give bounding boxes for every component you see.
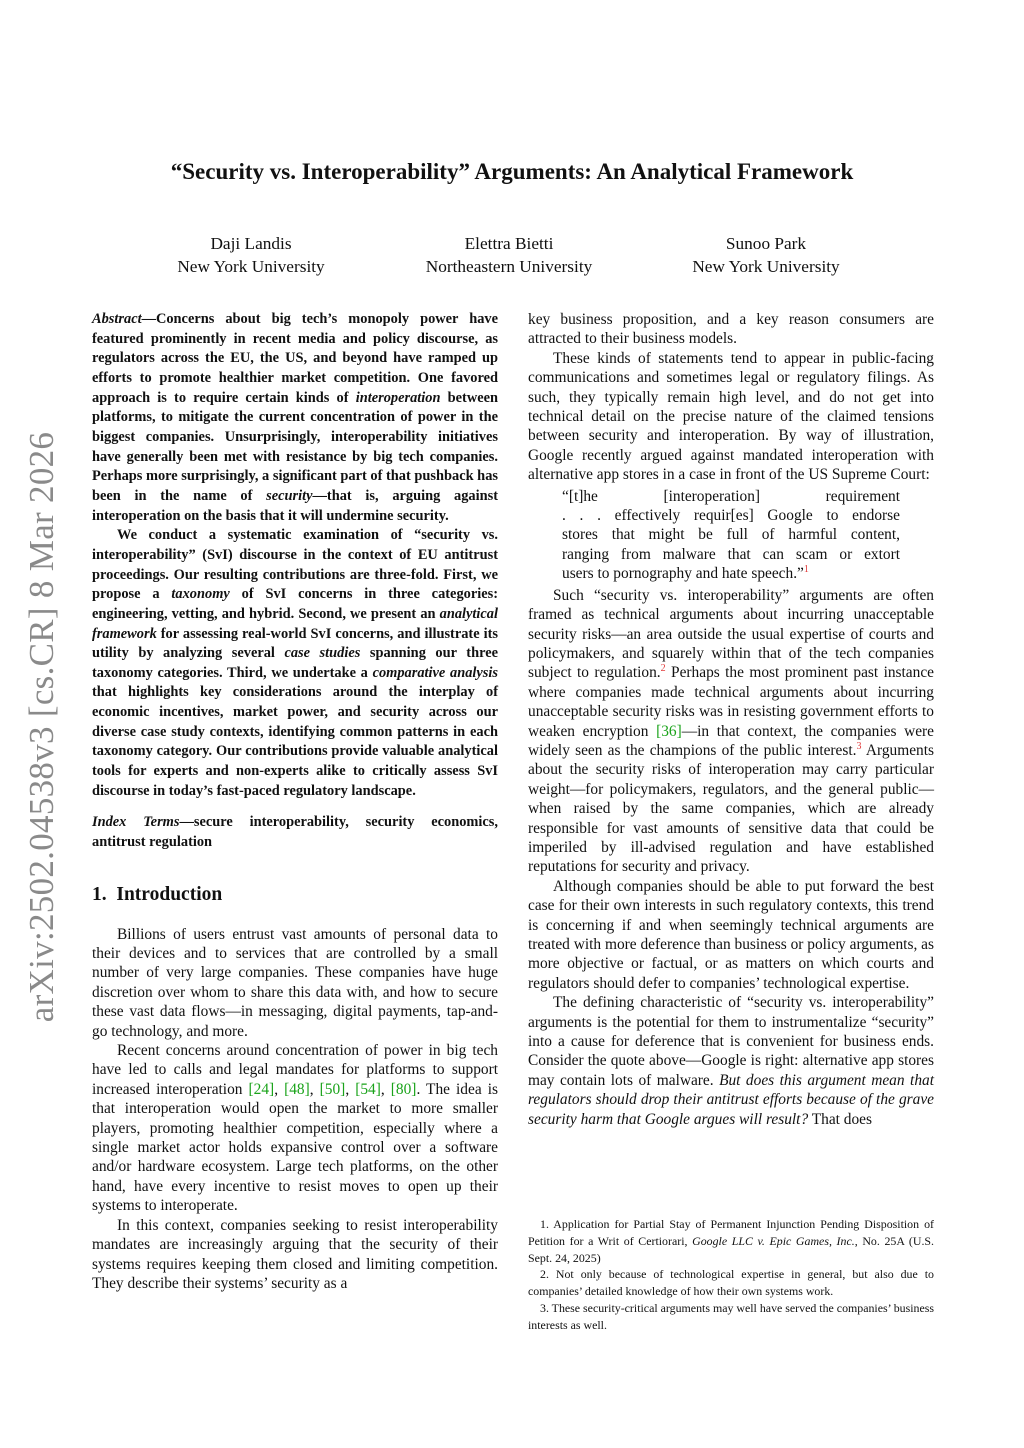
paper-title: “Security vs. Interoperability” Arguments: An Analytical Framework bbox=[170, 159, 854, 184]
block-quote: “[t]he [interoperation] requirement . . . effectively requir[es] Google to endorse stores that might be full of harmful content, ranging from malware that can scam or extort users to pornography and hate speech.”$^1$ bbox=[562, 487, 900, 583]
right-paragraph-3: Such “security vs. interoperability” arguments are often framed as technical arguments about incurring unacceptable security risks—an area outside the usual expertise of courts and policymakers, and squarely within that of the tech companies subject to regulation.$^2$ Perhaps the most prominent past instance where companies made technical arguments about incurring unacceptable security risks was in resisting government efforts to weaken encryption [36]—in that context, the companies were widely seen as the champions of the public interest.$^3$ Arguments about the security risks of interoperation may carry particular weight—for policymakers, regulators, and the general public—when raised by the same companies, which are already responsible for vast amounts of sensitive data that could be imperiled by ill-advised regulation and have established reputations for security and privacy. bbox=[528, 586, 934, 876]
citation-link[interactable]: [50] bbox=[319, 1080, 346, 1098]
citation-link[interactable]: [36] bbox=[656, 722, 682, 740]
right-paragraph-4: Although companies should be able to put forward the best case for their own interests in such regulatory contexts, this trend is concerning if and when seemingly technical arguments are treated with more deference than business or policy arguments, as more objective or factual, or as matters on which courts and regulators should defer to companies’ technological expertise. bbox=[528, 877, 934, 992]
index-terms-label: Index Terms bbox=[92, 814, 180, 831]
footnote-marker[interactable]: 3 bbox=[856, 740, 862, 752]
abstract bbox=[92, 310, 498, 801]
author-3-name: Sunoo Park bbox=[725, 234, 807, 253]
right-paragraph-1: key business proposition, and a key reason consumers are attracted to their business models. bbox=[528, 311, 934, 348]
footnote-2: 2. Not only because of technological expertise in general, but also due to companies’ detailed knowledge of how their own systems work. bbox=[528, 1267, 934, 1299]
section-heading: 1. Introduction bbox=[92, 883, 223, 905]
abstract-paragraph-1: Abstract—Concerns about big tech’s monopoly power have featured prominently in recent media and policy discourse, as regulators across the EU, the US, and beyond have ramped up efforts to promote healthier market competition. One favored approach is to require certain kinds of interoperation between platforms, to mitigate the current concentration of power in the biggest companies. Unsurprisingly, interoperability initiatives have generally been met with resistance by big tech companies. Perhaps more surprisingly, a significant part of that pushback has been in the name of security—that is, arguing against interoperation on the basis that it will undermine security. bbox=[92, 311, 499, 524]
right-paragraph-2: These kinds of statements tend to appear in public-facing communications and sometimes legal or regulatory filings. As such, they typically remain high level, and do not get into technical detail on the precise nature of the claimed tensions between security and interoperation. By way of illustration, Google recently argued against mandated interoperation with alternative app stores in a case in front of the US Supreme Court: bbox=[528, 349, 934, 484]
footnote-marker[interactable]: 1 bbox=[803, 564, 809, 576]
citation-link[interactable]: [54] bbox=[355, 1080, 381, 1098]
author-1-affiliation: New York University bbox=[177, 257, 325, 276]
citation-link[interactable]: [80] bbox=[390, 1080, 417, 1098]
left-column bbox=[92, 310, 498, 1293]
citation-link[interactable]: [48] bbox=[284, 1080, 310, 1098]
arxiv-identifier bbox=[20, 432, 64, 1022]
author-1 bbox=[131, 232, 371, 278]
abstract-label: Abstract bbox=[92, 311, 142, 327]
citation-link[interactable]: [24] bbox=[248, 1080, 275, 1098]
intro-paragraph-1: Billions of users entrust vast amounts of personal data to their devices and to services that are controlled by a small number of very large companies. These companies have huge discretion over whom to share this data with, and how to secure these vast data flows—in messaging, digital payments, tap-and-go technology, and more. bbox=[92, 925, 498, 1040]
right-column bbox=[528, 310, 934, 1129]
footnote-1: 1. Application for Partial Stay of Permanent Injunction Pending Disposition of Petition for a Writ of Certiorari, Google LLC v. Epic Games, Inc., No. 25A (U.S. Sept. 24, 2025) bbox=[528, 1217, 935, 1265]
author-2-affiliation: Northeastern University bbox=[425, 257, 593, 276]
right-paragraph-5: The defining characteristic of “security vs. interoperability” arguments is the potential for them to instrumentalize “security” into a cause for deference that is convenient for business ends. Consider the quote above—Google is right: alternative app stores may contain lots of malware. But does this argument mean that regulators should drop their antitrust efforts because of the grave security harm that Google argues will result? That does bbox=[528, 994, 934, 1128]
author-2 bbox=[389, 232, 629, 278]
author-3 bbox=[646, 232, 886, 278]
footnotes bbox=[528, 1216, 934, 1334]
author-block bbox=[0, 232, 1024, 282]
index-terms: Index Terms—secure interoperability, security economics, antitrust regulation bbox=[92, 814, 498, 850]
abstract-paragraph-2: We conduct a systematic examination of “security vs. interoperability” (SvI) discourse in the context of EU antitrust proceedings. Our resulting contributions are three-fold. First, we propose a taxonomy of SvI concerns in three categories: engineering, vetting, and hybrid. Second, we present an analytical framework for assessing real-world SvI concerns, and illustrate its utility by analyzing several case studies spanning our three taxonomy categories. Third, we undertake a comparative analysis that highlights key considerations around the interplay of economic incentives, market power, and security across our diverse case study contexts, identifying common patterns in each taxonomy category. Our contributions provide valuable analytical tools for experts and non-experts alike to critically assess SvI discourse in today’s fast-paced regulatory landscape. bbox=[92, 527, 498, 799]
arxiv-identifier-text: arXiv:2502.04538v3 [cs.CR] 8 Mar 2026 bbox=[22, 431, 62, 1023]
intro-paragraph-2: Recent concerns around concentration of power in big tech have led to calls and legal mandates for platforms to support increased interoperation [24], [48], [50], [54], [80]. The idea is that interoperation would open the market to more smaller players, promoting healthier competition, especially where a single market actor holds expansive control over a software and/or hardware ecosystem. Large tech platforms, on the other hand, have every incentive to resist moves to open up their systems to interoperate. bbox=[92, 1042, 498, 1215]
author-2-name: Elettra Bietti bbox=[464, 234, 554, 253]
footnote-3: 3. These security-critical arguments may well have served the companies’ business interests as well. bbox=[528, 1300, 934, 1332]
author-1-name: Daji Landis bbox=[210, 234, 292, 253]
author-3-affiliation: New York University bbox=[692, 257, 840, 276]
footnote-marker[interactable]: 2 bbox=[660, 663, 666, 675]
intro-paragraph-3: In this context, companies seeking to resist interoperability mandates are increasingly arguing that the security of their systems requires keeping them closed and limiting competition. They describe their systems’ security as a bbox=[92, 1216, 498, 1292]
